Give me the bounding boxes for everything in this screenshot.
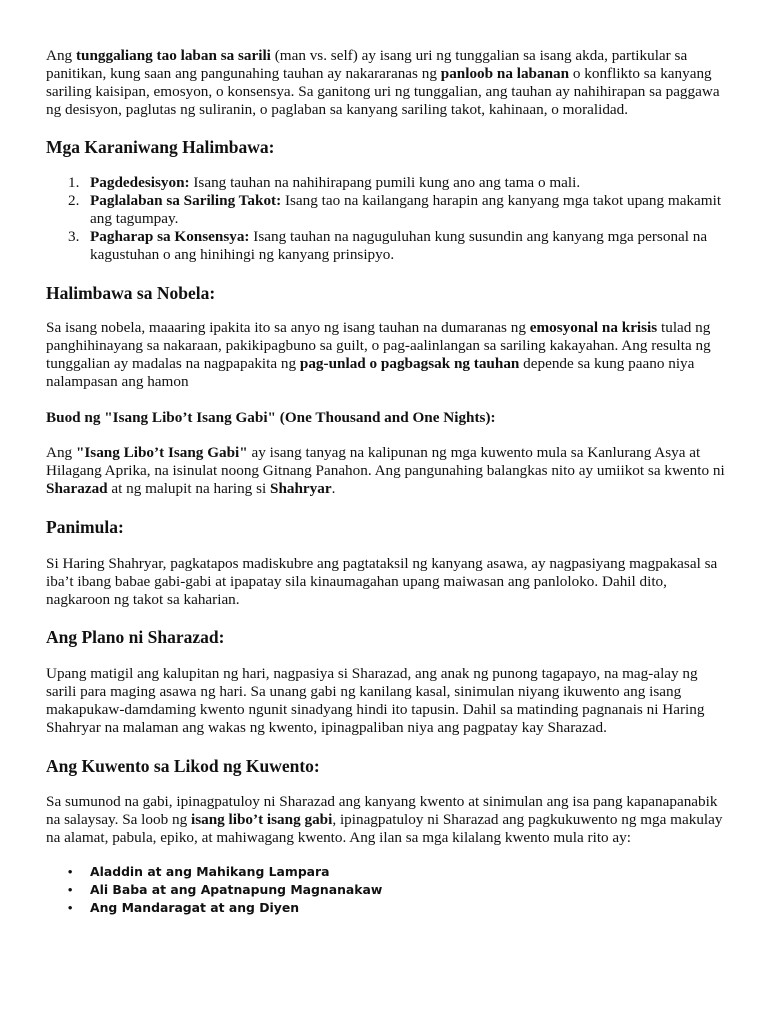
list-item: 3. Pagharap sa Konsensya: Isang tauhan na naguguluhan kung susundin ang kanyang mga personal na kagustuhan o ang hinihingi ng kanyang prinsipyo. [68,228,708,263]
list-item: • Ang Mandaragat at ang Diyen [68,900,300,915]
bullet-icon: • [68,883,73,897]
intro-paragraph: Ang tunggaliang tao laban sa sarili (man vs. self) ay isang uri ng tunggalian sa isang akda, partikular sa panitikan, kung saan ang pangunahing tauhan ay nakararanas ng panloob na labanan o konflikto sa kanyang sariling kaisipan, emosyon, o konsensya. Sa ganitong uri ng tunggalian, ang tauhan ay nahihirapan sa paggawa ng desisyon, paglutas ng suliranin, o paglaban sa kanyang sariling takot, kahinaan, o moralidad. [46,47,720,118]
novel-heading: Halimbawa sa Nobela: [46,283,216,303]
panimula-paragraph: Si Haring Shahryar, pagkatapos madiskubre ang pagtataksil ng kanyang asawa, ay nagpasiyang magpakasal sa iba’t ibang babae gabi-gabi at ipapatay sila kinaumagahan upang maiwasan ang panloloko. Dahil dito, nagkaroon ng takot sa kaharian. [46,555,718,608]
panimula-heading: Panimula: [46,517,124,537]
kuwento-paragraph: Sa sumunod na gabi, ipinagpatuloy ni Sharazad ang kanyang kwento at sinimulan ang isa pang kapanapanabik na salaysay. Sa loob ng isang libo’t isang gabi, ipinagpatuloy ni Sharazad ang pagkukuwento ng mga makulay na alamat, pabula, epiko, at mahiwagang kwento. Ang ilan sa mga kilalang kwento mula rito ay: [46,793,723,846]
bullet-icon: • [68,901,73,915]
list-item: 2. Paglalaban sa Sariling Takot: Isang tao na kailangang harapin ang kanyang mga takot upang makamit ang tagumpay. [68,192,722,227]
intro-bold-phrase: panloob na labanan [440,65,570,82]
intro-bold-term: tunggaliang tao laban sa sarili [75,47,271,64]
plano-heading: Ang Plano ni Sharazad: [46,627,225,647]
examples-heading: Mga Karaniwang Halimbawa: [46,137,275,157]
summary-paragraph: Ang "Isang Libo’t Isang Gabi" ay isang tanyag na kalipunan ng mga kuwento mula sa Kanlurang Asya at Hilagang Aprika, na isinulat noong Gitnang Panahon. Ang pangunahing balangkas nito ay umiikot sa kwento ni Sharazad at ng malupit na haring si Shahryar. [46,444,725,497]
plano-paragraph: Upang matigil ang kalupitan ng hari, nagpasiya si Sharazad, ang anak ng punong tagapayo, na mag-alay ng sarili para maging asawa ng hari. Sa unang gabi ng kanilang kasal, sinimulan niyang ikuwento ang isang makapukaw-damdaming kwento ngunit sinadyang hindi ito tapusin. Dahil sa matinding pagnanais ni Haring Shahryar na malaman ang wakas ng kwento, ipinagpaliban niya ang pagpatay kay Sharazad. [46,665,705,736]
list-item: 1. Pagdedesisyon: Isang tauhan na nahihirapang pumili kung ano ang tama o mali. [68,174,581,191]
stories-list [46,863,382,917]
list-item: • Ali Baba at ang Apatnapung Magnanakaw [68,882,383,897]
summary-heading: Buod ng "Isang Libo’t Isang Gabi" (One Thousand and One Nights): [46,409,496,426]
kuwento-heading: Ang Kuwento sa Likod ng Kuwento: [46,756,320,776]
bullet-icon: • [68,865,73,879]
list-item: • Aladdin at ang Mahikang Lampara [68,864,330,879]
novel-paragraph: Sa isang nobela, maaaring ipakita ito sa anyo ng isang tauhan na dumaranas ng emosyonal na krisis tulad ng panghihinayang sa nakaraan, pakikipagbuno sa guilt, o pag-aalinlangan sa sariling kakayahan. Ang resulta ng tunggalian ay madalas na nagpapakita ng pag-unlad o pagbagsak ng tauhan depende sa kung paano niya nalampasan ang hamon [46,319,711,390]
examples-list [46,174,726,264]
